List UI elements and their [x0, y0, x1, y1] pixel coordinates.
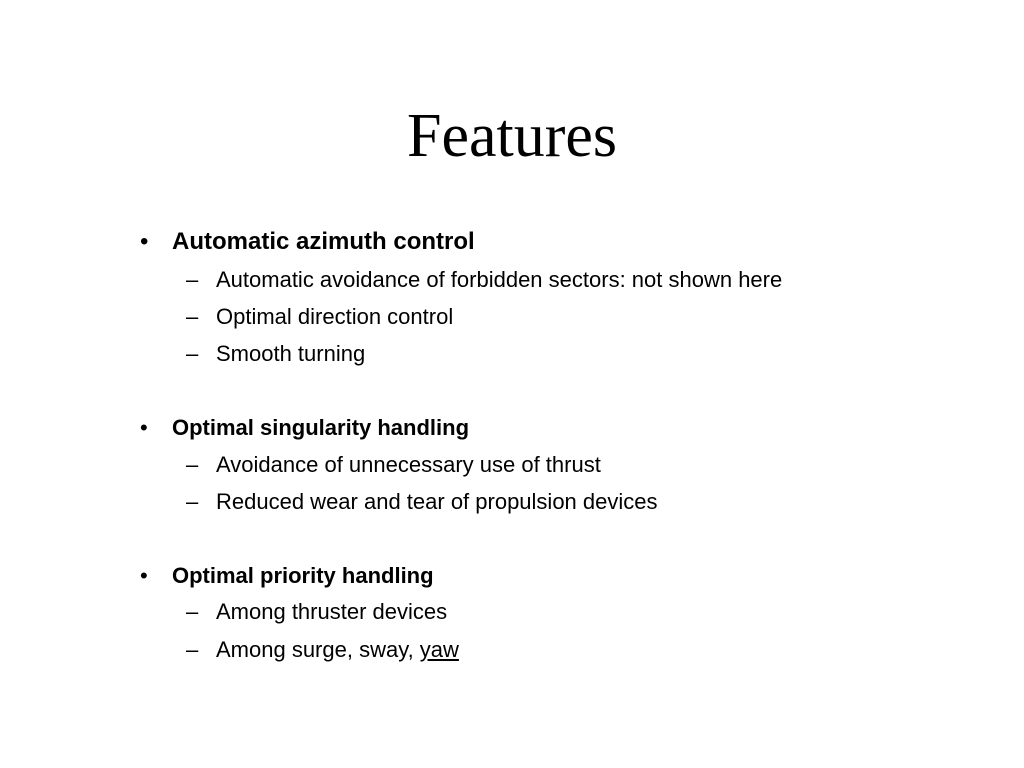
sub-item: [186, 598, 448, 626]
bullet-heading-automatic-azimuth: [140, 227, 475, 257]
heading-text: Optimal singularity handling: [172, 415, 470, 440]
sub-item: [186, 636, 459, 664]
dash-icon: –: [186, 489, 199, 514]
sub-item: [186, 303, 454, 331]
sub-item: [186, 340, 366, 368]
dash-icon: –: [186, 304, 199, 329]
dash-icon: –: [186, 452, 199, 477]
dash-icon: –: [186, 341, 199, 366]
bullet-icon: •: [140, 563, 148, 588]
sub-item-text: Automatic avoidance of forbidden sectors: not shown here: [216, 267, 783, 292]
bullet-icon: •: [140, 228, 149, 255]
sub-item-text: Smooth turning: [216, 341, 366, 366]
bullet-heading-priority: [140, 561, 434, 591]
slide-title: Features: [406, 102, 618, 170]
heading-text: Optimal priority handling: [172, 563, 434, 588]
heading-text: Automatic azimuth control: [172, 228, 475, 255]
dash-icon: –: [186, 267, 199, 292]
sub-item: [186, 266, 783, 294]
bullet-heading-singularity: [140, 413, 470, 443]
sub-item-text: Avoidance of unnecessary use of thrust: [216, 452, 601, 477]
yaw-link[interactable]: yaw: [419, 637, 459, 662]
sub-item-text: Among thruster devices: [216, 599, 448, 624]
sub-item: [186, 451, 601, 479]
dash-icon: –: [186, 637, 199, 662]
sub-item-text: Among surge, sway,: [216, 637, 420, 662]
bullet-icon: •: [140, 415, 148, 440]
sub-item-text: Optimal direction control: [216, 304, 454, 329]
sub-item: [186, 488, 658, 516]
dash-icon: –: [186, 599, 199, 624]
sub-item-text: Reduced wear and tear of propulsion devices: [216, 489, 658, 514]
